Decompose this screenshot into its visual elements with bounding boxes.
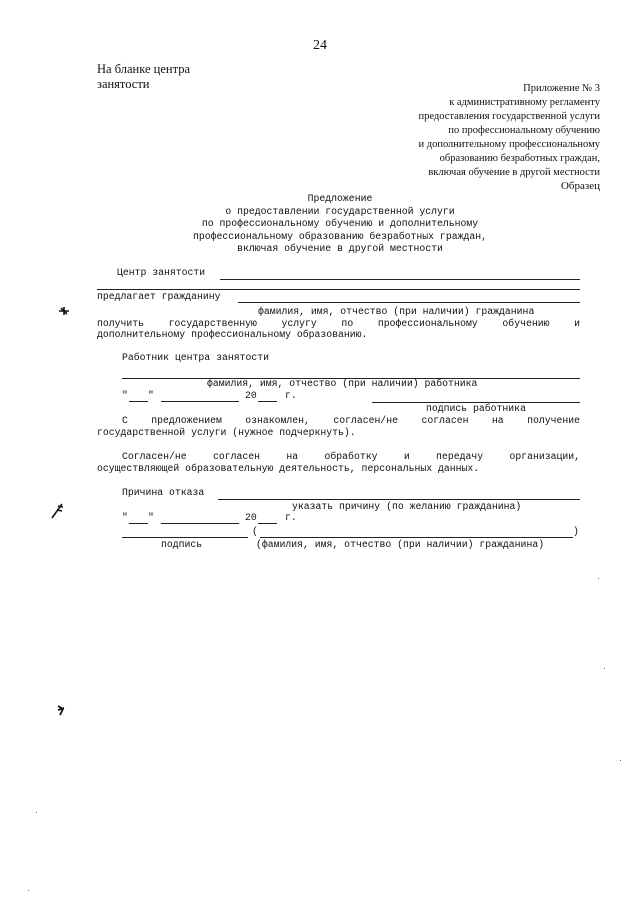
scan-speck bbox=[604, 668, 605, 669]
citizen-name-hint: фамилия, имя, отчество (при наличии) гражданина bbox=[258, 306, 535, 317]
scan-speck bbox=[28, 890, 29, 891]
scan-speck bbox=[598, 578, 599, 579]
scan-speck bbox=[36, 812, 37, 813]
year-field[interactable] bbox=[258, 523, 277, 524]
acquainted-text-line: государственной услуги (нужное подчеркнуть). bbox=[97, 427, 356, 438]
letterhead-line: занятости bbox=[97, 77, 150, 91]
scan-mark-icon bbox=[50, 500, 66, 520]
center-label: Центр занятости bbox=[117, 267, 206, 278]
citizen-full-name-line[interactable] bbox=[260, 537, 573, 538]
year-field[interactable] bbox=[258, 401, 277, 402]
consent-text-line: осуществляющей образовательную деятельность, персональных данных. bbox=[97, 463, 480, 474]
title-line: включая обучение в другой местности bbox=[237, 243, 443, 254]
sample-label: Образец bbox=[560, 180, 600, 192]
title-line: Предложение bbox=[307, 193, 373, 204]
appendix-line: по профессиональному обучению bbox=[448, 125, 600, 136]
signature-hint: подпись bbox=[161, 539, 203, 550]
refusal-label: Причина отказа bbox=[122, 487, 205, 498]
date-close-quote: " bbox=[148, 512, 154, 523]
consent-text-line: Согласен/не согласен на обработку и передачу организации, bbox=[122, 451, 580, 462]
appendix-line: и дополнительному профессиональному bbox=[418, 139, 600, 150]
citizen-name-line[interactable] bbox=[238, 302, 580, 303]
appendix-line: включая обучение в другой местности bbox=[428, 167, 600, 178]
center-name-line-2[interactable] bbox=[97, 289, 580, 290]
offer-text-line: получить государственную услугу по профессиональному обучению и bbox=[97, 318, 580, 329]
scan-speck bbox=[620, 760, 621, 761]
paren-open: ( bbox=[252, 526, 258, 537]
letterhead bbox=[97, 62, 190, 92]
worker-label: Работник центра занятости bbox=[122, 352, 269, 363]
worker-signature-hint: подпись работника bbox=[426, 403, 526, 414]
year-suffix: г. bbox=[285, 390, 297, 401]
date-close-quote: " bbox=[148, 390, 154, 401]
citizen-full-name-hint: (фамилия, имя, отчество (при наличии) гражданина) bbox=[256, 539, 545, 550]
day-field[interactable] bbox=[129, 401, 148, 402]
document-title bbox=[140, 193, 540, 256]
scan-mark-icon bbox=[56, 704, 66, 716]
paren-close: ) bbox=[573, 526, 579, 537]
worker-name-hint: фамилия, имя, отчество (при наличии) работника bbox=[207, 378, 478, 389]
year-suffix: г. bbox=[285, 512, 297, 523]
date-open-quote: " bbox=[122, 390, 128, 401]
refusal-hint: указать причину (по желанию гражданина) bbox=[292, 501, 522, 512]
refusal-reason-line[interactable] bbox=[218, 499, 580, 500]
title-line: о предоставлении государственной услуги bbox=[225, 205, 455, 217]
center-name-line[interactable] bbox=[220, 279, 580, 280]
appendix-block bbox=[350, 82, 600, 180]
date-open-quote: " bbox=[122, 512, 128, 523]
appendix-line: к административному регламенту bbox=[449, 97, 600, 108]
appendix-line: Приложение № 3 bbox=[523, 83, 600, 94]
title-line: профессиональному образованию безработных граждан, bbox=[193, 230, 487, 242]
appendix-line: образованию безработных граждан, bbox=[439, 153, 600, 164]
year-prefix: 20 bbox=[245, 512, 257, 523]
year-prefix: 20 bbox=[245, 390, 257, 401]
letterhead-line: На бланке центра bbox=[97, 62, 190, 76]
appendix-line: предоставления государственной услуги bbox=[418, 111, 600, 122]
offer-text-line: дополнительному профессиональному образованию. bbox=[97, 329, 368, 340]
month-field[interactable] bbox=[161, 523, 239, 524]
title-line: по профессиональному обучению и дополнительному bbox=[201, 218, 479, 229]
month-field[interactable] bbox=[161, 401, 239, 402]
page-number: 24 bbox=[313, 38, 327, 53]
acquainted-text-line: С предложением ознакомлен, согласен/не согласен на получение bbox=[122, 415, 580, 426]
scan-mark-icon bbox=[58, 305, 70, 317]
citizen-signature-line[interactable] bbox=[122, 537, 248, 538]
offers-label: предлагает гражданину bbox=[97, 291, 221, 302]
day-field[interactable] bbox=[129, 523, 148, 524]
